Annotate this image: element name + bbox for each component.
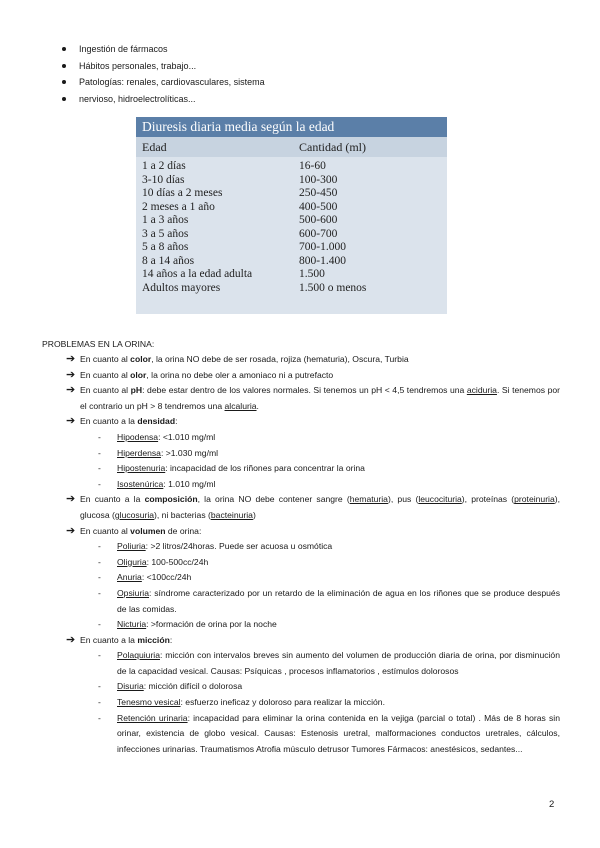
- page-number: 2: [549, 799, 555, 810]
- urine-problems-list: [66, 352, 560, 757]
- arrow-right-icon: ➔: [66, 368, 76, 381]
- arrow-right-icon: ➔: [66, 353, 76, 365]
- table-row: 8 a 14 años 800-1.400: [142, 254, 346, 267]
- list-item: - Hiperdensa: >1.030 mg/ml: [98, 447, 219, 458]
- arrow-right-icon: ➔: [66, 384, 76, 397]
- arrow-right-icon: ➔: [66, 633, 76, 646]
- table-row: 3 a 5 años 600-700: [142, 227, 338, 240]
- table-row: 3-10 días 100-300: [142, 173, 338, 186]
- list-item: - Hipodensa: <1.010 mg/ml: [98, 431, 216, 442]
- table-title: Diuresis diaria media según la edad: [136, 117, 447, 137]
- item-odor: ➔ En cuanto al olor, la orina no debe oler a amoniaco ni a putrefacto: [66, 368, 560, 384]
- list-item: Ingestión de fármacos: [60, 41, 265, 58]
- list-item: - Poliuria: >2 litros/24horas. Puede ser acuosa u osmótica: [98, 541, 333, 552]
- list-item: - Nicturia: >formación de orina por la noche: [98, 619, 277, 630]
- bullet-icon: [62, 64, 66, 68]
- table-row: Adultos mayores 1.500 o menos: [142, 281, 367, 294]
- list-item: Patologías: renales, cardiovasculares, sistema: [60, 74, 265, 91]
- item-color: ➔ En cuanto al color, la orina NO debe de ser rosada, rojiza (hematuria), Oscura, Turbia: [66, 352, 560, 368]
- header-amount: Cantidad (ml): [299, 140, 366, 154]
- list-item: Hábitos personales, trabajo...: [60, 58, 265, 75]
- arrow-right-icon: ➔: [66, 415, 76, 428]
- bullet-icon: [62, 47, 66, 51]
- table-row: 5 a 8 años 700-1.000: [142, 241, 346, 253]
- item-micturition: ➔ En cuanto a la micción:: [66, 633, 560, 649]
- list-item: nervioso, hidroelectrolíticas...: [60, 91, 265, 108]
- list-item: - Tenesmo vesical: esfuerzo ineficaz y doloroso para realizar la micción.: [98, 697, 385, 708]
- table-row: 1 a 2 días 16-60: [142, 160, 326, 172]
- list-item: - Anuria: <100cc/24h: [98, 572, 192, 583]
- list-item: - Polaquiuria: micción con intervalos breves sin aumento del volumen de producción diaria de orina, por disminución de la capacidad vesical. Causas: Psíquicas , procesos inflamatorios , estímulos dolorosos: [98, 650, 560, 676]
- list-item: - Opsiuria: síndrome caracterizado por un retardo de la eliminación de agua en los riñones que se produce después de las comidas.: [98, 587, 560, 614]
- item-volume: ➔ En cuanto al volumen de orina:: [66, 524, 560, 540]
- table-body: [136, 157, 447, 295]
- arrow-right-icon: ➔: [66, 524, 76, 537]
- bullet-icon: [62, 80, 66, 84]
- list-item: - Oliguria: 100-500cc/24h: [98, 556, 209, 567]
- item-density: ➔ En cuanto a la densidad:: [66, 414, 560, 430]
- list-item: - Isostenúrica: 1.010 mg/ml: [98, 478, 216, 489]
- list-item: - Hipostenuria: incapacidad de los riñones para concentrar la orina: [98, 463, 365, 474]
- header-age: Edad: [142, 140, 167, 154]
- table-row: 2 meses a 1 año 400-500: [142, 200, 338, 213]
- table-header: [136, 137, 447, 157]
- item-composition: ➔ En cuanto a la composición, la orina NO debe contener sangre (hematuria), pus (leucocituria), proteínas (proteinuria), glucosa (glucosuria), ni bacterias (bacteinuria): [66, 493, 560, 520]
- list-item: - Disuria: micción difícil o dolorosa: [98, 681, 243, 692]
- bullet-icon: [62, 97, 66, 101]
- diuresis-table: [136, 117, 447, 314]
- section-title: PROBLEMAS EN LA ORINA:: [42, 339, 155, 349]
- item-ph: ➔ En cuanto al pH: debe estar dentro de los valores normales. Si tenemos un pH < 4,5 tendremos una aciduria. Si tenemos por el contrario un pH > 8 tendremos una alcaluria.: [66, 384, 560, 411]
- arrow-right-icon: ➔: [66, 493, 76, 506]
- table-row: 14 años a la edad adulta 1.500: [142, 268, 325, 280]
- table-row: 1 a 3 años 500-600: [142, 214, 338, 226]
- factors-list: [60, 41, 265, 107]
- table-row: 10 días a 2 meses 250-450: [142, 187, 338, 199]
- list-item: - Retención urinaria: incapacidad para eliminar la orina contenida en la vejiga (parcial o total) . Más de 8 horas sin orinar, existencia de globo vesical. Causas: Estenosis uretral, malformaciones conductos uretrales, cálculos, infecciones urinarias. Traumatismos Atrofia músculo detrusor Tumores Fármacos: anestésicos, sedantes...: [98, 712, 560, 754]
